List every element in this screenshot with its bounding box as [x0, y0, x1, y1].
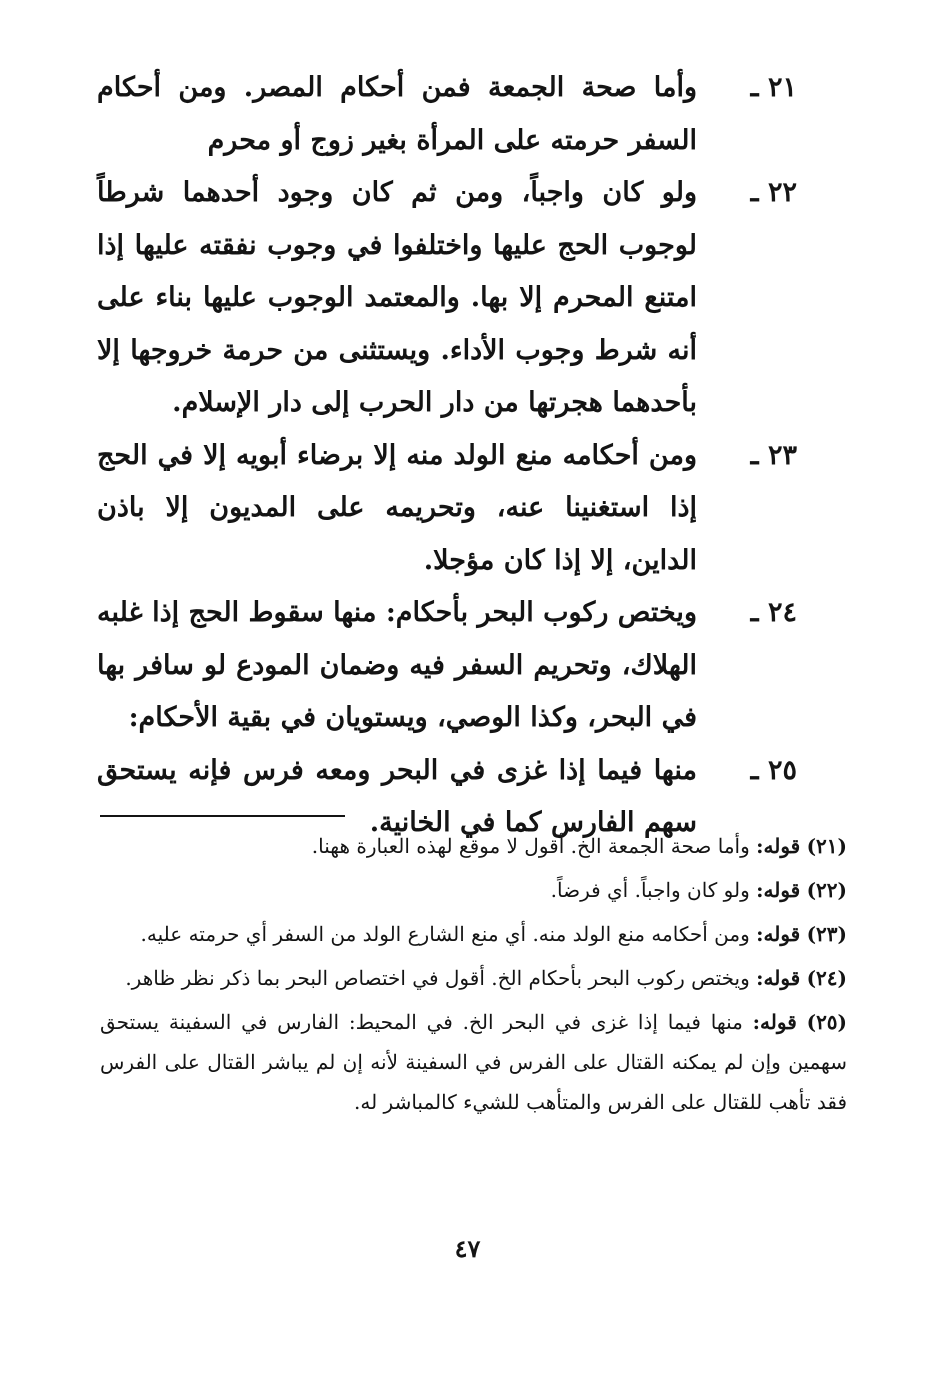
footnote-divider	[100, 815, 345, 817]
entry-text: منها فيما إذا غزى في البحر ومعه فرس فإنه يستحق سهم الفارس كما في الخانية.	[97, 754, 697, 838]
entry-text: ومن أحكامه منع الولد منه إلا برضاء أبويه إلا في الحج إذا استغنينا عنه، وتحريمه على المديون إلا باذن الداين، إلا إذا كان مؤجلا.	[97, 439, 697, 576]
footnote-number: (٢٤)	[806, 966, 847, 990]
footnote-number: (٢٢)	[806, 878, 847, 902]
footnote-keyword: قوله:	[752, 1010, 797, 1034]
footnote-keyword: قوله:	[756, 966, 801, 990]
footnote-number: (٢٥)	[806, 1010, 848, 1034]
footnote-text: ومن أحكامه منع الولد منه. أي منع الشارع الولد من السفر أي حرمته عليه.	[140, 922, 750, 946]
page-number: ٤٧	[454, 1234, 481, 1263]
entry-text: ولو كان واجباً، ومن ثم كان وجود أحدهما شرطاً لوجوب الحج عليها واختلفوا في وجوب نفقته عليها إذا امتنع المحرم إلا بها. والمعتمد الوجوب عليها بناء على أنه شرط وجوب الأداء. ويستثنى من حرمة خروجها إلا بأحدهما هجرتها من دار الحرب إلى دار الإسلام.	[97, 177, 697, 418]
footnote-21	[100, 826, 847, 866]
footnote-25	[100, 1002, 847, 1122]
footnote-24	[100, 958, 847, 998]
footnote-number: (٢١)	[806, 834, 847, 858]
entry-number: ٢٤ ـ	[750, 597, 797, 628]
footnote-keyword: قوله:	[756, 834, 801, 858]
entry-22	[97, 167, 797, 430]
footnote-22	[100, 870, 847, 910]
entry-number: ٢٥ ـ	[750, 754, 797, 786]
footnotes	[100, 826, 847, 1126]
footnote-23	[100, 914, 847, 954]
entry-number: ٢١ ـ	[750, 72, 797, 103]
footnote-keyword: قوله:	[756, 922, 801, 946]
entry-24	[97, 587, 797, 745]
footnote-text: ولو كان واجباً. أي فرضاً.	[550, 878, 750, 902]
entry-number: ٢٣ ـ	[750, 439, 797, 471]
footnote-number: (٢٣)	[806, 922, 847, 946]
footnote-text: ويختص ركوب البحر بأحكام الخ. أقول في اختصاص البحر بما ذكر نظر ظاهر.	[125, 966, 750, 990]
footnote-text: منها فيما إذا غزى في البحر الخ. في المحيط: الفارس في السفينة يستحق سهمين وإن لم يمكنه القتال على الفرس في السفينة لأنه إن لم يباشر القتال على الفرس فقد تأهب للقتال على الفرس والمتأهب للشيء كالمباشر له.	[100, 1010, 847, 1114]
entry-text: وأما صحة الجمعة فمن أحكام المصر. ومن أحكام السفر حرمته على المرأة بغير زوج أو محرم	[97, 72, 697, 156]
entry-23	[97, 430, 797, 588]
footnote-text: وأما صحة الجمعة الخ. أقول لا موقع لهذه العبارة ههنا.	[311, 834, 750, 858]
main-text	[97, 62, 797, 850]
entry-text: ويختص ركوب البحر بأحكام: منها سقوط الحج إذا غلبه الهلاك، وتحريم السفر فيه وضمان المودع لو سافر بها في البحر، وكذا الوصي، ويستويان في بقية الأحكام:	[97, 597, 697, 733]
entry-21	[97, 62, 797, 167]
entry-number: ٢٢ ـ	[750, 177, 797, 208]
footnote-keyword: قوله:	[756, 878, 801, 902]
